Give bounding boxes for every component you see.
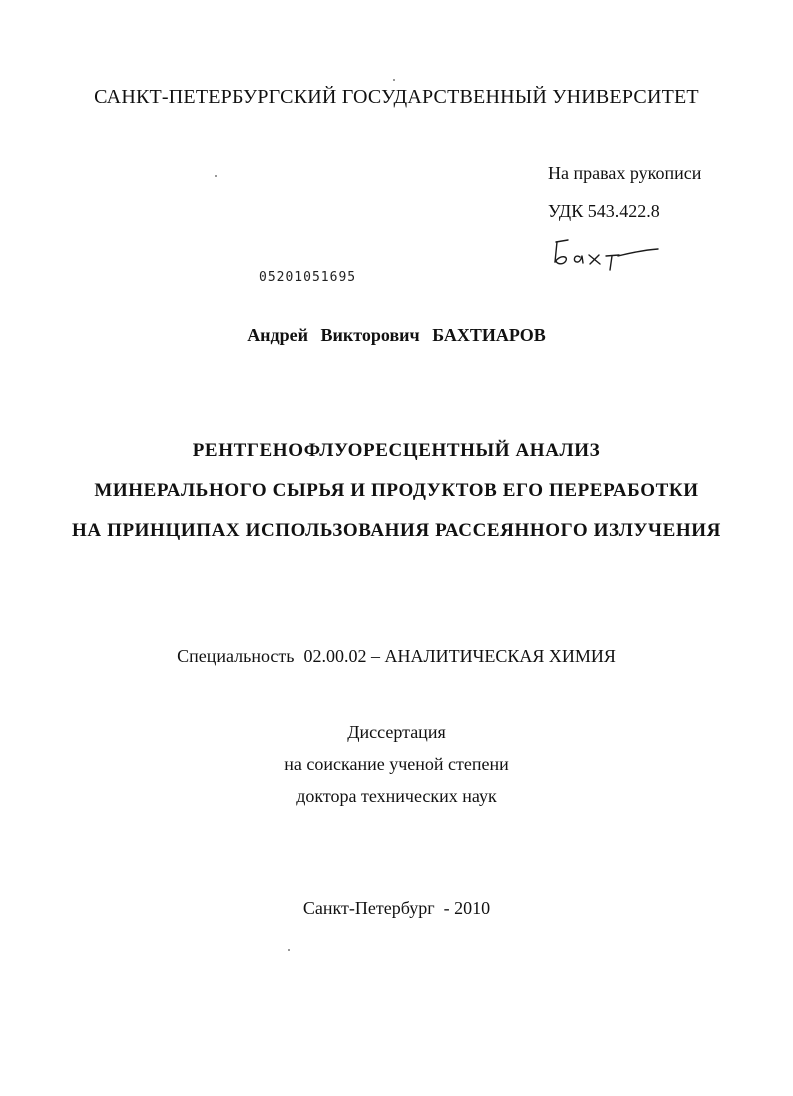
- scan-speck: [215, 175, 217, 177]
- scan-speck: [393, 79, 395, 81]
- author-last-name: БАХТИАРОВ: [432, 325, 546, 345]
- degree-type: доктора технических наук: [296, 786, 497, 806]
- manuscript-rights-label: На правах рукописи: [548, 163, 702, 183]
- city-year: Санкт-Петербург - 2010: [302, 898, 491, 918]
- author-first-name: Андрей: [247, 325, 309, 345]
- scan-speck: [288, 949, 290, 951]
- author-name: [0, 325, 793, 346]
- title-line-1: РЕНТГЕНОФЛУОРЕСЦЕНТНЫЙ АНАЛИЗ: [192, 440, 601, 461]
- author-patronymic: Викторович: [320, 325, 420, 345]
- barcode-number: 05201051695: [259, 270, 357, 285]
- udk-code: УДК 543.422.8: [548, 201, 660, 221]
- degree-line: на соискание ученой степени: [284, 754, 509, 774]
- specialty: Специальность 02.00.02 – АНАЛИТИЧЕСКАЯ ХИМИЯ: [177, 646, 616, 666]
- title-line-3: НА ПРИНЦИПАХ ИСПОЛЬЗОВАНИЯ РАССЕЯННОГО ИЗЛУЧЕНИЯ: [72, 520, 721, 541]
- handwritten-signature: [548, 236, 663, 276]
- title-line-2: МИНЕРАЛЬНОГО СЫРЬЯ И ПРОДУКТОВ ЕГО ПЕРЕРАБОТКИ: [94, 480, 699, 501]
- dissertation-label: Диссертация: [347, 722, 446, 742]
- university-name: САНКТ-ПЕТЕРБУРГСКИЙ ГОСУДАРСТВЕННЫЙ УНИВЕРСИТЕТ: [94, 86, 699, 108]
